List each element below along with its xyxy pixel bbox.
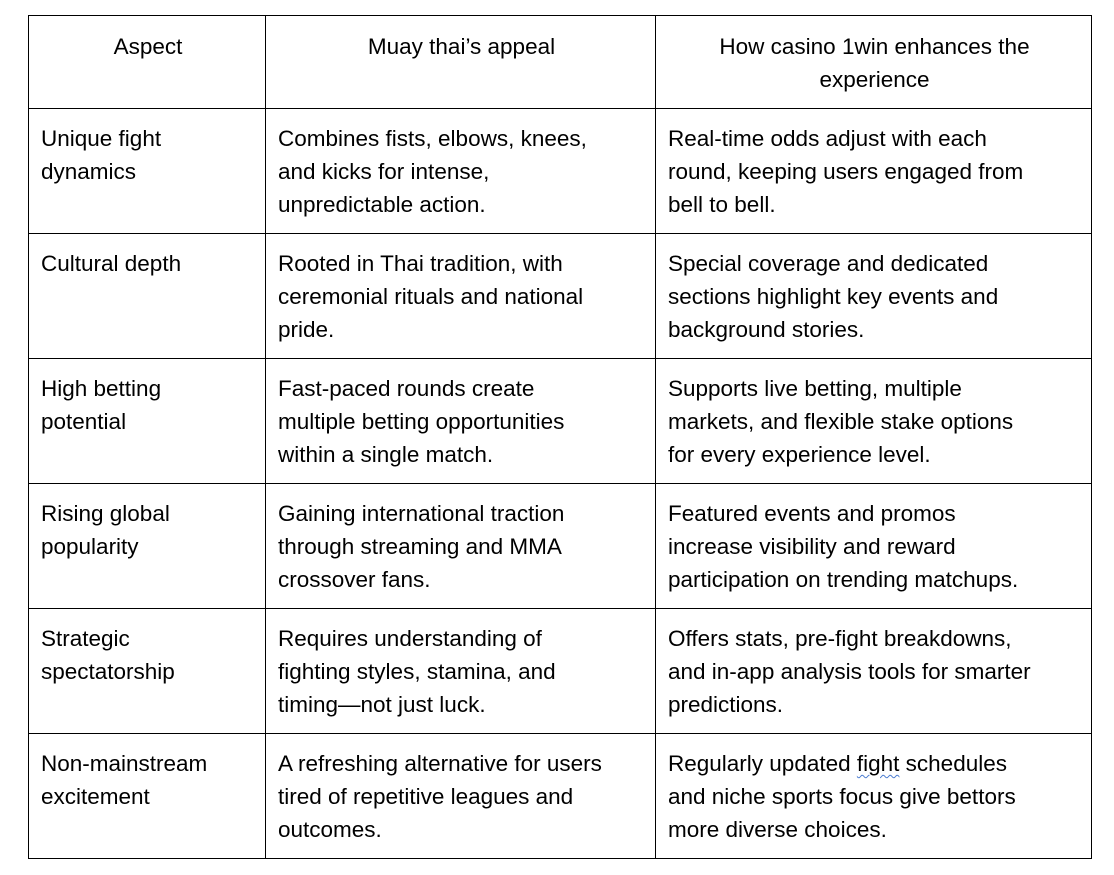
aspect-cell: Rising global popularity bbox=[29, 484, 266, 609]
enhancement-text-before: Regularly updated bbox=[668, 751, 857, 776]
table-row bbox=[29, 609, 1092, 734]
appeal-cell: Gaining international traction through streaming and MMA crossover fans. bbox=[266, 484, 656, 609]
table-row bbox=[29, 234, 1092, 359]
enhancement-cell: Supports live betting, multiple markets, and flexible stake options for every experience level. bbox=[656, 359, 1092, 484]
header-appeal: Muay thai’s appeal bbox=[266, 16, 656, 109]
table-row bbox=[29, 359, 1092, 484]
enhancement-cell: Special coverage and dedicated sections highlight key events and background stories. bbox=[656, 234, 1092, 359]
table-row bbox=[29, 734, 1092, 859]
aspect-cell: Unique fight dynamics bbox=[29, 109, 266, 234]
enhancement-cell: Real-time odds adjust with each round, keeping users engaged from bell to bell. bbox=[656, 109, 1092, 234]
enhancement-cell: Offers stats, pre-fight breakdowns, and in-app analysis tools for smarter predictions. bbox=[656, 609, 1092, 734]
table-row bbox=[29, 484, 1092, 609]
appeal-cell: Fast-paced rounds create multiple betting opportunities within a single match. bbox=[266, 359, 656, 484]
header-enhancement: How casino 1win enhances the experience bbox=[656, 16, 1092, 109]
enhancement-text-after: schedules and niche sports focus give bettors more diverse choices. bbox=[668, 751, 1016, 842]
appeal-cell: Requires understanding of fighting styles, stamina, and timing—not just luck. bbox=[266, 609, 656, 734]
comparison-table bbox=[28, 15, 1092, 859]
aspect-cell: Cultural depth bbox=[29, 234, 266, 359]
aspect-cell: Strategic spectatorship bbox=[29, 609, 266, 734]
header-row bbox=[29, 16, 1092, 109]
aspect-cell: Non-mainstream excitement bbox=[29, 734, 266, 859]
table-row bbox=[29, 109, 1092, 234]
appeal-cell: A refreshing alternative for users tired of repetitive leagues and outcomes. bbox=[266, 734, 656, 859]
header-aspect: Aspect bbox=[29, 16, 266, 109]
appeal-cell: Rooted in Thai tradition, with ceremonial rituals and national pride. bbox=[266, 234, 656, 359]
aspect-cell: High betting potential bbox=[29, 359, 266, 484]
appeal-cell: Combines fists, elbows, knees, and kicks for intense, unpredictable action. bbox=[266, 109, 656, 234]
enhancement-cell: Featured events and promos increase visibility and reward participation on trending matchups. bbox=[656, 484, 1092, 609]
spellcheck-flagged-word[interactable]: fight bbox=[856, 751, 900, 776]
enhancement-cell bbox=[656, 734, 1092, 859]
